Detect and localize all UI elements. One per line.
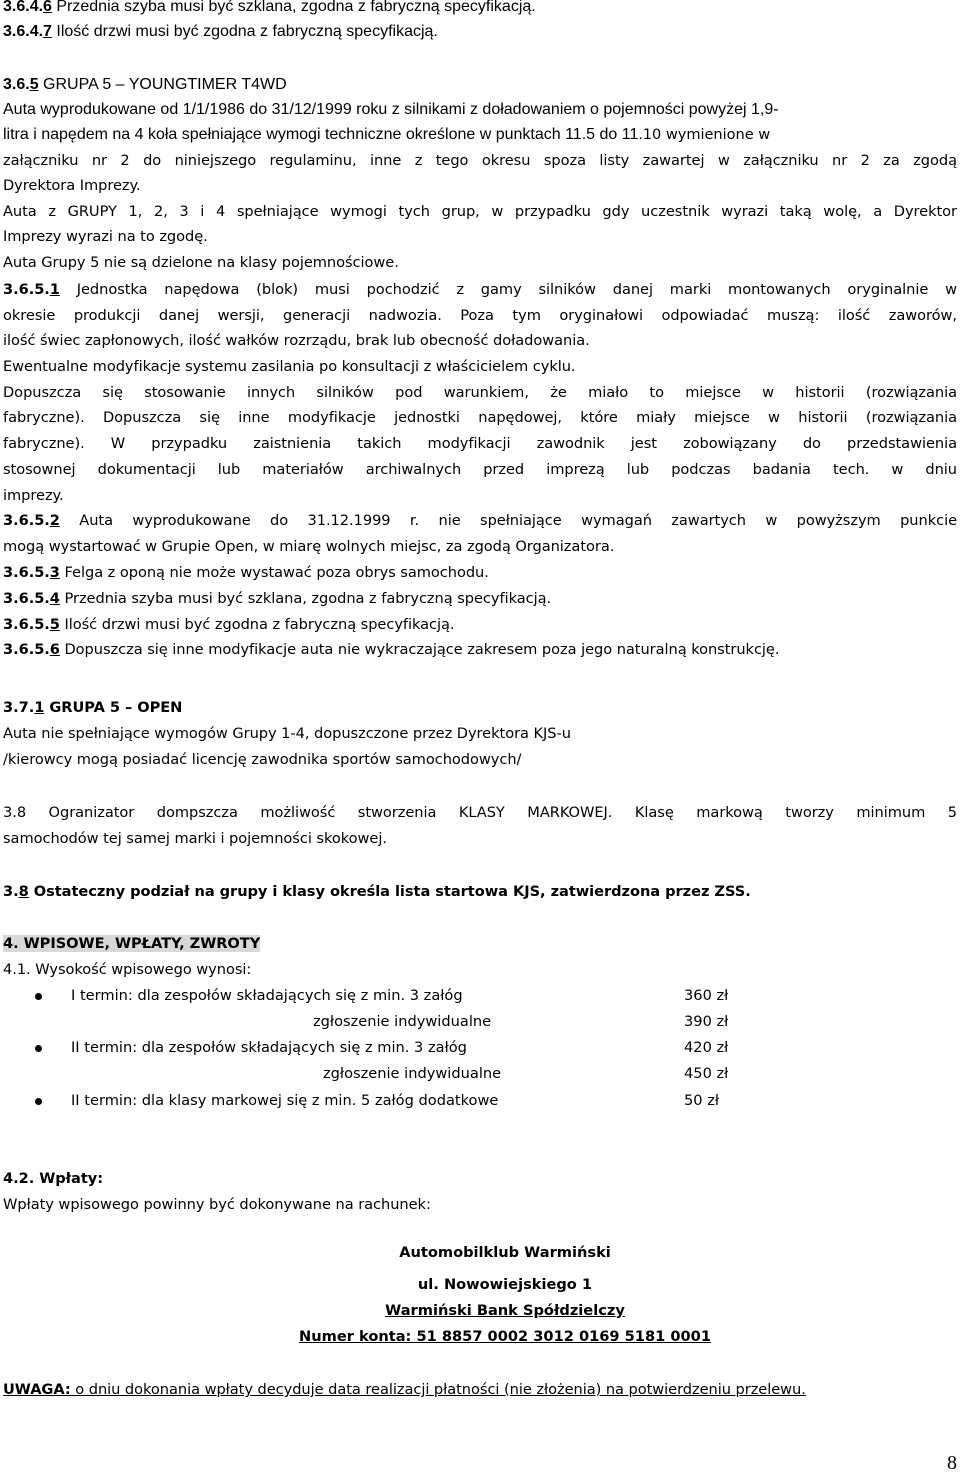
paragraph-line: Dopuszcza się stosowanie innych silników pod warunkiem, że miało to miejsce w historii (rozwiązania: [3, 384, 957, 401]
paragraph-line: imprezy.: [3, 487, 64, 504]
section-heading-3-6-5: 3.6.5 GRUPA 5 – YOUNGTIMER T4WD: [3, 76, 287, 93]
fee-amount: 360 zł: [684, 987, 729, 1004]
bullet-icon: [35, 993, 42, 1000]
paragraph-line: ilość świec zapłonowych, ilość wałków rozrządu, brak lub obecność doładowania.: [3, 332, 590, 349]
paragraph-line: Imprezy wyrazi na to zgodę.: [3, 228, 208, 245]
bullet-icon: [35, 1098, 42, 1105]
bank-address: ul. Nowowiejskiego 1: [417, 1276, 593, 1293]
fee-label: II termin: dla zespołów składających się z min. 3 załóg: [71, 1039, 467, 1056]
paragraph-line: stosownej dokumentacji lub materiałów archiwalnych przed imprezą lub podczas badania tech. w dniu: [3, 461, 957, 478]
fee-amount: 420 zł: [684, 1039, 729, 1056]
fee-amount: 450 zł: [684, 1065, 729, 1082]
fee-amount: 50 zł: [684, 1092, 720, 1109]
item-3-8-podzial: 3.8 Ostateczny podział na grupy i klasy określa lista startowa KJS, zatwierdzona przez ZSS.: [3, 883, 751, 900]
payment-intro: Wpłaty wpisowego powinny być dokonywane na rachunek:: [3, 1196, 431, 1213]
paragraph-line: Auta nie spełniające wymogów Grupy 1-4, dopuszczone przez Dyrektora KJS-u: [3, 725, 571, 742]
item-3-6-5-1: 3.6.5.1 Jednostka napędowa (blok) musi pochodzić z gamy silników danej marki montowanych oryginalnie w: [3, 281, 957, 298]
paragraph-line: fabryczne). Dopuszcza się inne modyfikacje jednostki napędowej, które miały miejsce w historii (rozwiązania: [3, 409, 957, 426]
bank-name: Warmiński Bank Spółdzielczy: [385, 1302, 625, 1319]
paragraph-line: Ewentualne modyfikacje systemu zasilania po konsultacji z właścicielem cyklu.: [3, 358, 576, 375]
item-3-6-4-7: 3.6.4.7 Ilość drzwi musi być zgodna z fabryczną specyfikacją.: [3, 23, 438, 40]
item-3-6-5-3: 3.6.5.3 Felga z oponą nie może wystawać poza obrys samochodu.: [3, 564, 489, 581]
item-3-6-5-5: 3.6.5.5 Ilość drzwi musi być zgodna z fabryczną specyfikacją.: [3, 616, 455, 633]
item-3-6-5-2: 3.6.5.2 Auta wyprodukowane do 31.12.1999 r. nie spełniające wymagań zawartych w powyższym punkcie: [3, 512, 957, 529]
section-heading-3-7-1: 3.7.1 GRUPA 5 – OPEN: [3, 699, 183, 716]
item-3-6-4-6: 3.6.4.6 Przednia szyba musi być szklana, zgodna z fabryczną specyfikacją.: [3, 0, 536, 15]
paragraph-line: /kierowcy mogą posiadać licencję zawodnika sportów samochodowych/: [3, 751, 522, 768]
fee-amount: 390 zł: [684, 1013, 729, 1030]
fee-label: I termin: dla zespołów składających się z min. 3 załóg: [71, 987, 463, 1004]
payment-note: UWAGA: o dniu dokonania wpłaty decyduje data realizacji płatności (nie złożenia) na potwierdzeniu przelewu.: [3, 1381, 806, 1398]
fee-label: zgłoszenie indywidualne: [323, 1065, 502, 1082]
paragraph-line: Auta Grupy 5 nie są dzielone na klasy pojemnościowe.: [3, 254, 399, 271]
subheading-4-1: 4.1. Wysokość wpisowego wynosi:: [3, 961, 252, 978]
paragraph-line: samochodów tej samej marki i pojemności skokowej.: [3, 830, 387, 847]
paragraph-line: litra i napędem na 4 koła spełniające wymogi techniczne określone w punktach 11.5 do 11.10 wymienione w: [3, 126, 771, 143]
item-3-6-5-4: 3.6.5.4 Przednia szyba musi być szklana, zgodna z fabryczną specyfikacją.: [3, 590, 552, 607]
bank-recipient: Automobilklub Warmiński: [399, 1244, 611, 1261]
paragraph-line: Auta z GRUPY 1, 2, 3 i 4 spełniające wymogi tych grup, w przypadku gdy uczestnik wyrazi taką wolę, a Dyrektor: [3, 203, 957, 220]
paragraph-line: okresie produkcji danej wersji, generacji nadwozia. Poza tym oryginałowi odpowiadać muszą: ilość zaworów,: [3, 307, 957, 324]
paragraph-line: Auta wyprodukowane od 1/1/1986 do 31/12/1999 roku z silnikami z doładowaniem o pojemności powyżej 1,9-: [3, 101, 779, 118]
item-3-8-klasa: 3.8 Ogranizator dompszcza możliwość stworzenia KLASY MARKOWEJ. Klasę markową tworzy minimum 5: [3, 804, 957, 821]
fee-label: zgłoszenie indywidualne: [313, 1013, 492, 1030]
section-heading-4: 4. WPISOWE, WPŁATY, ZWROTY: [3, 935, 261, 952]
item-3-6-5-6: 3.6.5.6 Dopuszcza się inne modyfikacje auta nie wykraczające zakresem poza jego naturalną konstrukcję.: [3, 641, 780, 658]
paragraph-line: Dyrektora Imprezy.: [3, 177, 141, 194]
bullet-icon: [35, 1045, 42, 1052]
fee-label: II termin: dla klasy markowej się z min. 5 załóg dodatkowe: [71, 1092, 499, 1109]
bank-account: Numer konta: 51 8857 0002 3012 0169 5181 0001: [299, 1328, 711, 1345]
paragraph-line: fabryczne). W przypadku zaistnienia takich modyfikacji zawodnik jest zobowiązany do przedstawienia: [3, 435, 957, 452]
subheading-4-2: 4.2. Wpłaty:: [3, 1170, 104, 1187]
page-number: 8: [947, 1452, 957, 1474]
paragraph-line: mogą wystartować w Grupie Open, w miarę wolnych miejsc, za zgodą Organizatora.: [3, 538, 615, 555]
paragraph-line: załączniku nr 2 do niniejszego regulaminu, inne z tego okresu spoza listy zawartej w załączniku nr 2 za zgodą: [3, 152, 957, 169]
